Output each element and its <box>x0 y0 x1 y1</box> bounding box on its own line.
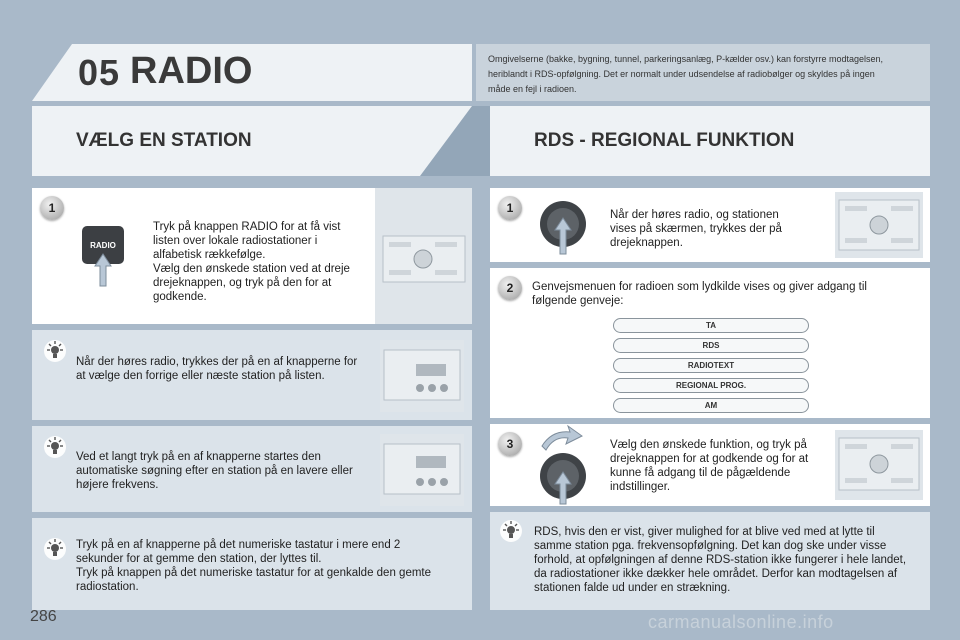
right-section-title: RDS - REGIONAL FUNKTION <box>534 130 795 151</box>
left-section-title: VÆLG EN STATION <box>76 130 252 151</box>
section-divider-wedge <box>420 106 490 176</box>
menu-option-am[interactable]: AM <box>613 398 809 413</box>
lightbulb-icon <box>42 536 68 562</box>
radio-unit-image <box>380 434 464 506</box>
watermark: carmanualsonline.info <box>648 612 834 632</box>
menu-option-rds[interactable]: RDS <box>613 338 809 353</box>
header-fold <box>32 44 72 101</box>
radio-unit-image <box>375 188 472 324</box>
lightbulb-icon <box>42 338 68 364</box>
intro-text: Omgivelserne (bakke, bygning, tunnel, parkeringsanlæg, P-kælder osv.) kan forstyrre modtagelsen, heriblandt i RDS-opfølgning. Det er normalt under udsendelse af radiobølger og skyldes på ingen måde en fejl i radioen. <box>488 54 884 94</box>
right-step2-text: Genvejsmenuen for radioen som lydkilde vises og giver adgang til følgende genveje: <box>532 281 867 307</box>
step-badge: 3 <box>498 432 522 456</box>
right-step3-text: Vælg den ønskede funktion, og tryk på drejeknappen for at godkende og for at kunne få adgang til de pågældende indstillinger. <box>610 439 809 493</box>
menu-option-radiotext[interactable]: RADIOTEXT <box>613 358 809 373</box>
rotary-knob-press-icon <box>538 196 588 260</box>
menu-option-regional-prog[interactable]: REGIONAL PROG. <box>613 378 809 393</box>
page-number: 286 <box>30 608 57 625</box>
radio-unit-image <box>835 192 923 258</box>
left-tip2-text: Ved et langt tryk på en af knapperne startes den automatiske søgning efter en station på en lavere eller højere frekvens. <box>76 451 353 491</box>
right-tip-text: RDS, hvis den er vist, giver mulighed for at blive ved med at lytte til samme station pga. frekvensopfølgning. Det kan dog ske under visse forhold, at opfølgningen af denne RDS-station ikke fungerer i hele landet, da radiostationer ikke dækker hele området. Derfor kan modtagelsen af stationen falde ud under en strækning. <box>534 526 907 594</box>
radio-button-icon <box>80 224 126 288</box>
rotary-knob-turn-icon <box>536 424 590 506</box>
right-step1-text: Når der høres radio, og stationen vises på skærmen, trykkes der på drejeknappen. <box>610 209 782 249</box>
radio-button-label: RADIO <box>90 241 116 250</box>
radio-unit-image <box>380 340 464 412</box>
radio-unit-image <box>835 430 923 500</box>
step-badge: 1 <box>40 196 64 220</box>
lightbulb-icon <box>42 434 68 460</box>
left-step1-text: Tryk på knappen RADIO for at få vist listen over lokale radiostationer i alfabetisk rækkefølge. Vælg den ønskede station ved at dreje drejeknappen, og tryk på den for at godkende. <box>153 221 350 303</box>
step-badge: 1 <box>498 196 522 220</box>
menu-option-ta[interactable]: TA <box>613 318 809 333</box>
step-badge: 2 <box>498 276 522 300</box>
left-tip3-text: Tryk på en af knapperne på det numeriske tastatur i mere end 2 sekunder for at gemme den station, der lyttes til. Tryk på knappen på det numeriske tastatur for at genkalde den gemte radiostation. <box>76 539 432 593</box>
chapter-title: RADIO <box>130 50 253 92</box>
chapter-number: 05 <box>78 52 121 93</box>
left-tip1-text: Når der høres radio, trykkes der på en af knapperne for at vælge den forrige eller næste station på listen. <box>76 356 358 382</box>
lightbulb-icon <box>498 518 524 544</box>
